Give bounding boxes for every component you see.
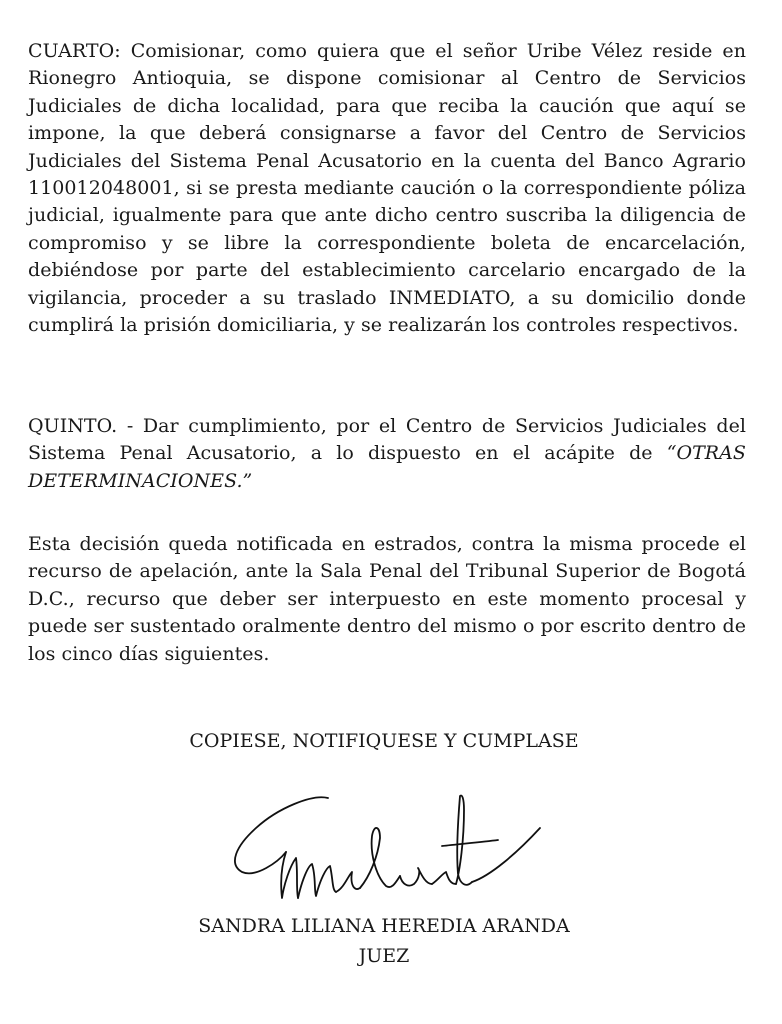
paragraph-cuarto: CUARTO: Comisionar, como quiera que el señor Uribe Vélez reside en Rionegro Antioquia, se dispone comisionar al Centro de Servicios Judiciales de dicha localidad, para que reciba la caución que aquí se impone, la que deberá consignarse a favor del Centro de Servicios Judiciales del Sistema Penal Acusatorio en la cuenta del Banco Agrario 110012048001, si se presta mediante caución o la correspondiente póliza judicial, igualmente para que ante dicho centro suscriba la diligencia de compromiso y se libre la correspondiente boleta de encarcelación, debiéndose por parte del establecimiento carcelario encargado de la vigilancia, proceder a su traslado INMEDIATO, a su domicilio donde cumplirá la prisión domiciliaria, y se realizarán los controles respectivos. <box>28 40 746 337</box>
signer-name: SANDRA LILIANA HEREDIA ARANDA <box>198 915 570 937</box>
paragraph-quinto <box>28 413 746 495</box>
paragraph-decision: Esta decisión queda notificada en estrados, contra la misma procede el recurso de apelación, ante la Sala Penal del Tribunal Superior de Bogotá D.C., recurso que deber ser interpuesto en este momento procesal y puede ser sustentado oralmente dentro del mismo o por escrito dentro de los cinco días siguientes. <box>28 533 746 665</box>
closing-formula: COPIESE, NOTIFIQUESE Y CUMPLASE <box>189 730 579 752</box>
signer-role: JUEZ <box>358 945 410 967</box>
paragraph-quinto-text: QUINTO. - Dar cumplimiento, por el Centro de Servicios Judiciales del Sistema Penal Acusatorio, a lo dispuesto en el acápite de <box>28 415 746 465</box>
signature-icon <box>220 780 560 908</box>
paragraph-quinto-quote: “OTRAS DETERMINACIONES.” <box>28 442 746 492</box>
